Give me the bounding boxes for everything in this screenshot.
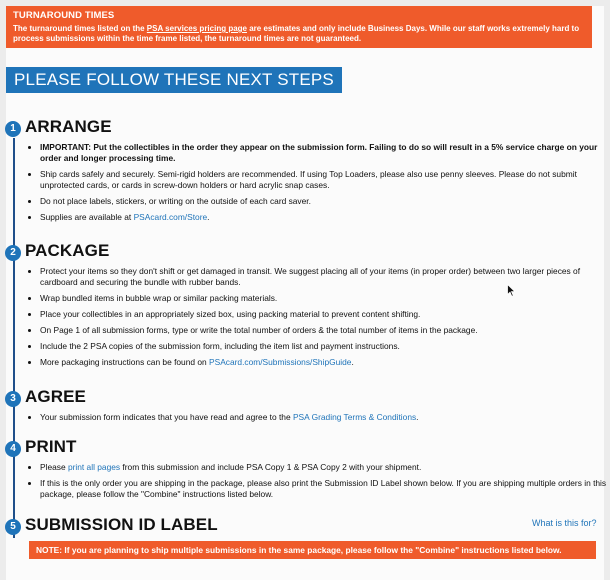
terms-link[interactable]: PSA Grading Terms & Conditions <box>292 412 417 422</box>
list-item: • Please print all pages from this submission and include PSA Copy 1 & PSA Copy 2 with your shipment. <box>40 462 608 473</box>
list-item: • Do not place labels, stickers, or writing on the outside of each card saver. <box>40 196 608 207</box>
print-all-pages-link[interactable]: print all pages <box>67 462 121 472</box>
turnaround-title: TURNAROUND TIMES <box>13 10 115 21</box>
agree-heading: AGREE <box>25 387 86 406</box>
list-item: • Wrap bundled items in bubble wrap or similar packing materials. <box>40 293 608 304</box>
step-5-badge: 5 <box>5 519 21 535</box>
list-item: • Supplies are available at PSAcard.com/Store. <box>40 212 608 223</box>
what-is-this-for-link[interactable]: What is this for? <box>532 518 597 528</box>
list-item: • Include the 2 PSA copies of the submission form, including the item list and payment instructions. <box>40 341 608 352</box>
mouse-pointer-icon <box>507 284 516 297</box>
step-2-badge: 2 <box>5 245 21 261</box>
step-1-badge: 1 <box>5 121 21 137</box>
list-item: • On Page 1 of all submission forms, type or write the total number of orders & the total number of items in the package. <box>40 325 608 336</box>
list-item: • More packaging instructions can be found on PSAcard.com/Submissions/ShipGuide. <box>40 357 608 368</box>
arrange-heading: ARRANGE <box>25 117 112 136</box>
step-4-badge: 4 <box>5 441 21 457</box>
store-link[interactable]: PSAcard.com/Store <box>133 212 208 222</box>
package-heading: PACKAGE <box>25 241 110 260</box>
combine-note: NOTE: If you are planning to ship multiple submissions in the same package, please follow the "Combine" instructions listed below. <box>29 541 596 559</box>
arrange-list <box>28 142 608 228</box>
agree-list <box>28 412 608 428</box>
print-heading: PRINT <box>25 437 77 456</box>
list-item: • Place your collectibles in an appropriately sized box, using packing material to prevent content shifting. <box>40 309 608 320</box>
print-list <box>28 462 608 505</box>
pricing-page-link[interactable]: PSA services pricing page <box>146 24 247 33</box>
list-item: • If this is the only order you are shipping in the package, please also print the Submission ID Label shown below. If you are shipping multiple orders in this package, please follow the "Combine" instructions listed below. <box>40 478 608 500</box>
list-item: • Your submission form indicates that you have read and agree to the PSA Grading Terms & Conditions. <box>40 412 608 423</box>
list-item: • Protect your items so they don't shift or get damaged in transit. We suggest placing all of your items (in proper order) between two larger pieces of cardboard and securing the bundle with rubber bands. <box>40 266 608 288</box>
turnaround-body: The turnaround times listed on the PSA services pricing page are estimates and only include Business Days. While our staff works extremely hard to process submissions within the time frame listed, the turnaround times are not guaranteed. <box>13 24 580 43</box>
list-item: • Ship cards safely and securely. Semi-rigid holders are recommended. If using Top Loaders, please also use penny sleeves. Please do not submit unprotected cards, or cards in screw-down holders or hard acrylic snap cases. <box>40 169 608 191</box>
list-item: • IMPORTANT: Put the collectibles in the order they appear on the submission form. Failing to do so will result in a 5% service charge on your order and longer processing time. <box>40 142 608 164</box>
turnaround-notice <box>6 6 592 48</box>
shipguide-link[interactable]: PSAcard.com/Submissions/ShipGuide <box>209 357 352 367</box>
package-list <box>28 266 608 373</box>
steps-banner: PLEASE FOLLOW THESE NEXT STEPS <box>6 67 342 93</box>
steps-timeline <box>13 138 15 538</box>
submission-id-label-heading: SUBMISSION ID LABEL <box>25 515 218 534</box>
step-3-badge: 3 <box>5 391 21 407</box>
